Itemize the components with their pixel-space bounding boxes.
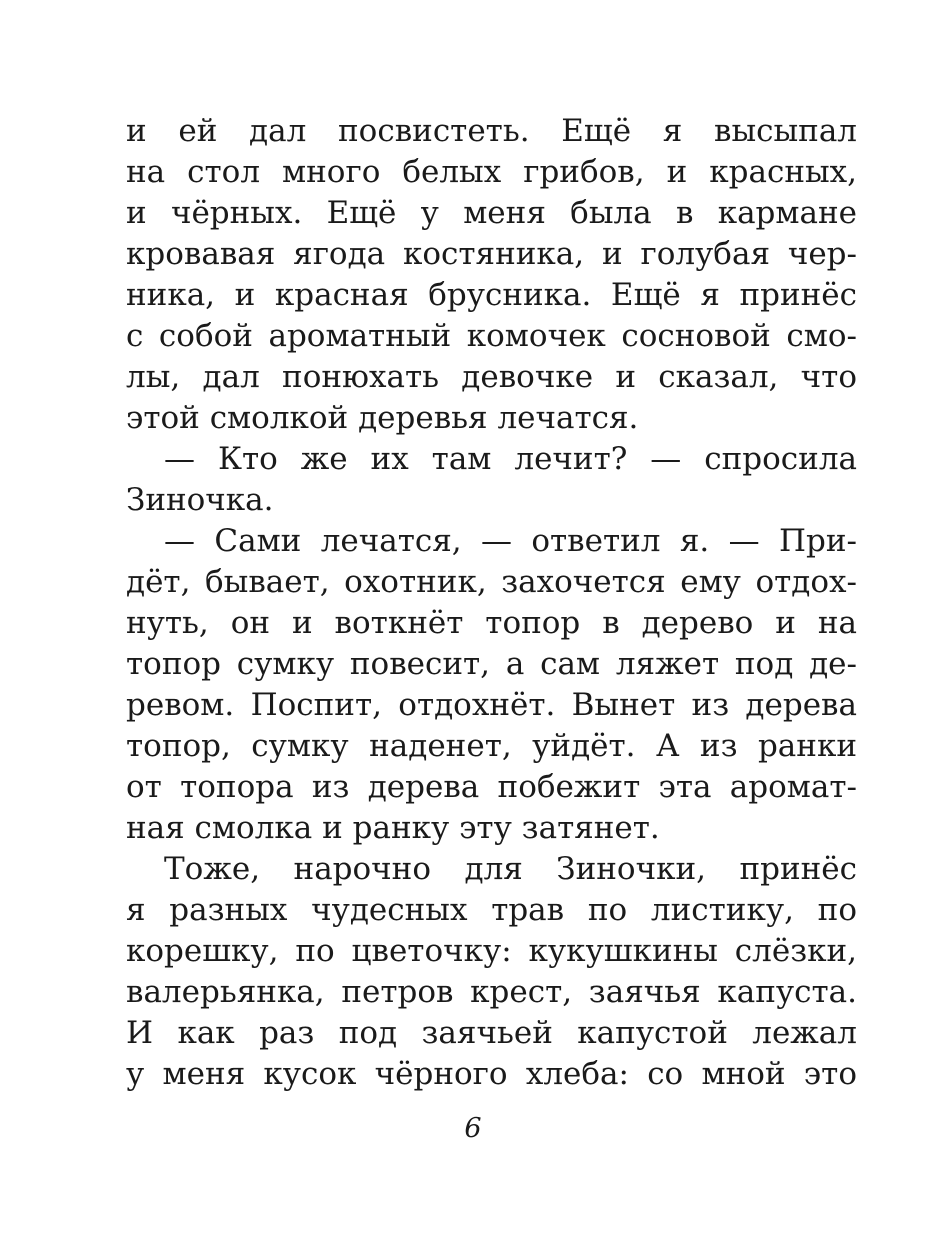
page-text [126, 111, 857, 1095]
paragraph-1 [126, 111, 857, 439]
text-line: кровавая ягода костяника, и голубая чер- [126, 236, 857, 272]
text-line: Зиночка. [126, 482, 274, 518]
text-line: ная смолка и ранку эту затянет. [126, 810, 660, 846]
text-line: у меня кусок чёрного хлеба: со мной это [126, 1056, 857, 1092]
paragraph-2 [126, 439, 857, 521]
text-line: лы, дал понюхать девочке и сказал, что [126, 359, 857, 395]
text-line: от топора из дерева побежит эта аромат- [126, 769, 857, 805]
text-line: нуть, он и воткнёт топор в дерево и на [126, 605, 857, 641]
paragraph-3 [126, 521, 857, 849]
text-line: — Кто же их там лечит? — спросила [164, 441, 857, 477]
text-line: этой смолкой деревья лечатся. [126, 400, 639, 436]
paragraph-4 [126, 849, 857, 1095]
text-line: с собой ароматный комочек сосновой смо- [126, 318, 857, 354]
text-line: корешку, по цветочку: кукушкины слёзки, [126, 933, 857, 969]
page-number: 6 [464, 1113, 482, 1144]
text-line: ревом. Поспит, отдохнёт. Вынет из дерева [126, 687, 857, 723]
text-line: топор сумку повесит, а сам ляжет под де- [126, 646, 857, 682]
text-line: ника, и красная брусника. Ещё я принёс [126, 277, 857, 313]
text-line: топор, сумку наденет, уйдёт. А из ранки [126, 728, 857, 764]
text-line: Тоже, нарочно для Зиночки, принёс [164, 851, 857, 887]
text-line: на стол много белых грибов, и красных, [126, 154, 857, 190]
text-line: И как раз под заячьей капустой лежал [126, 1015, 857, 1051]
text-line: и чёрных. Ещё у меня была в кармане [126, 195, 857, 231]
text-line: дёт, бывает, охотник, захочется ему отдох- [126, 564, 857, 600]
text-line: валерьянка, петров крест, заячья капуста. [126, 974, 857, 1010]
text-line: и ей дал посвистеть. Ещё я высыпал [126, 113, 857, 149]
text-line: я разных чудесных трав по листику, по [126, 892, 857, 928]
text-line: — Сами лечатся, — ответил я. — При- [164, 523, 857, 559]
